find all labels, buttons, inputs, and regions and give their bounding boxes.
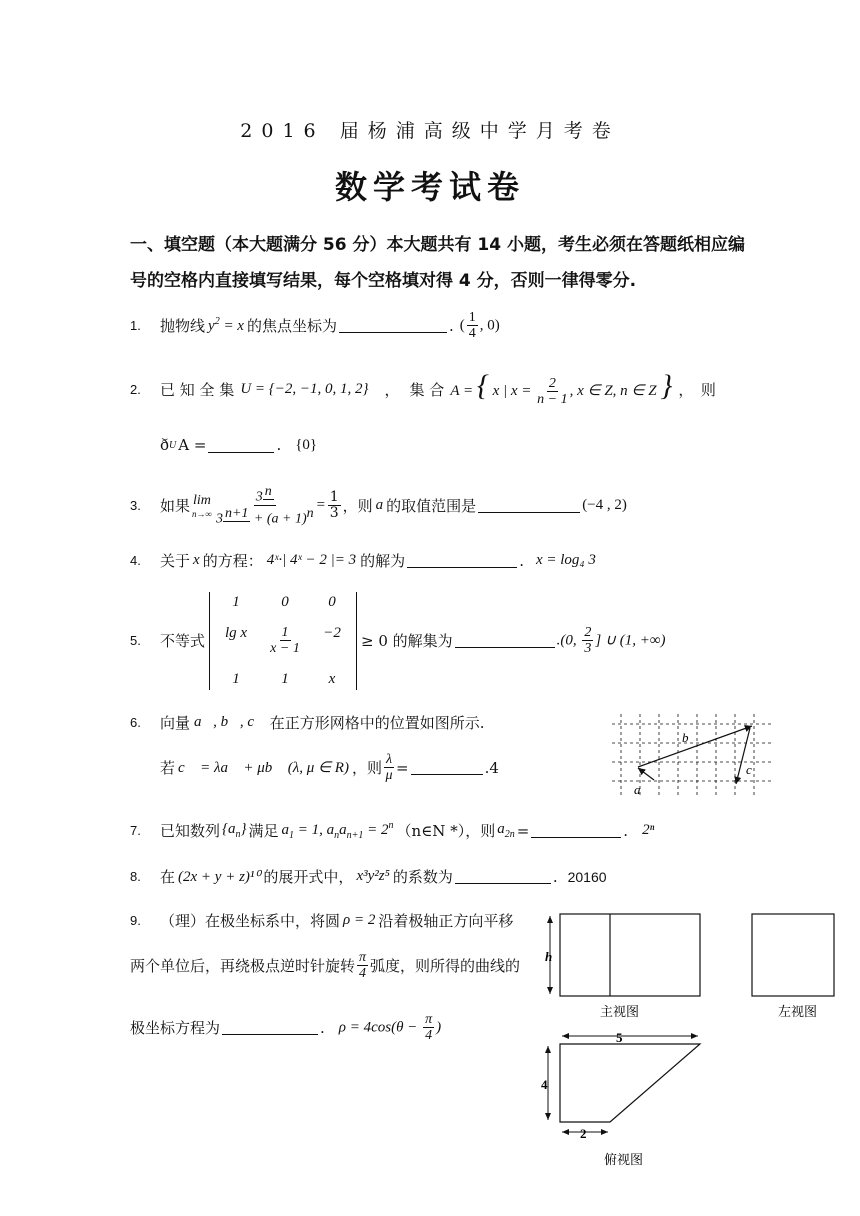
question-9-line3: 极坐标方程为 . ρ = 4cos(θ − $\frac{\pi}{4}$ ) — [130, 1012, 442, 1044]
question-number: 3. — [130, 498, 141, 514]
question-3: 3. 如果 lim n→∞ $\frac{3 n}{3 n+1 + (a + 1)n}$ = $\frac{1}{3}$ ，则 a 的取值范围是 (−4 , 2) — [130, 484, 627, 527]
three-view-figure — [538, 906, 838, 1176]
q4-pre: 关于 — [160, 552, 191, 570]
q3-mid: ，则 — [342, 497, 373, 516]
question-6: 6. 向量 a⃗, b⃗, c⃗ 在正方形网格中的位置如图所示. — [130, 714, 485, 732]
q9-line3: 极坐标方程为 — [130, 1019, 221, 1038]
vector-b-label: b⃗ — [682, 730, 699, 745]
q8-expression: (2x + y + z)¹⁰ — [178, 869, 261, 885]
answer-blank[interactable] — [478, 498, 580, 513]
complement-symbol: ð — [160, 436, 170, 454]
q4-mid2: 的解为 — [360, 552, 406, 570]
q1-pre: 抛物线 — [160, 317, 206, 336]
top-view-label: 俯视图 — [604, 1153, 644, 1168]
q6-answer: .4 — [484, 758, 499, 777]
q8-answer: 20160 — [567, 868, 607, 885]
q6-pre: 向量 — [160, 714, 191, 732]
q1-mid: 的焦点坐标为 — [246, 317, 337, 336]
question-1: 1. 抛物线 $y^2 = x$ 的焦点坐标为 . ( $\frac{1}{4}$ , 0) — [130, 310, 500, 342]
q9-circle-eq: ρ = 2 — [343, 912, 376, 928]
question-number: 1. — [130, 318, 141, 334]
side-view-label: 左视图 — [778, 1005, 818, 1020]
front-view-label: 主视图 — [600, 1005, 640, 1020]
q9-line1: （理）在极坐标系中，将圆 — [160, 912, 341, 930]
q2-pre: 已 知 全 集 — [160, 381, 235, 400]
question-number: 9. — [130, 913, 141, 928]
question-number: 8. — [130, 869, 141, 884]
question-2-line2: ð U A = . {0} — [160, 436, 318, 454]
answer-blank[interactable] — [407, 553, 517, 568]
q4-mid: 的方程： — [202, 552, 263, 570]
answer-blank[interactable] — [208, 438, 274, 453]
q1-answer: ( $\frac{1}{4}$ , 0) — [459, 310, 500, 342]
q8-pre: 在 — [160, 868, 176, 886]
q3-mid2: 的取值范围是 — [386, 497, 477, 516]
q8-mid: 的展开式中， — [263, 868, 354, 886]
answer-blank[interactable] — [531, 823, 621, 838]
q4-equation: 4ˣ·| 4ˣ − 2 |= 3 — [266, 552, 357, 568]
question-number: 4. — [130, 553, 141, 568]
answer-blank[interactable] — [339, 318, 447, 333]
page-title: 数学考试卷 — [334, 168, 525, 206]
q9-answer: ρ = 4cos(θ − $\frac{\pi}{4}$ ) — [338, 1012, 442, 1044]
question-number: 6. — [130, 715, 141, 730]
q8-mid2: 的系数为 — [392, 868, 453, 886]
vector-c-label: c⃗ — [746, 762, 762, 777]
q6-eq-sign: = — [396, 758, 409, 777]
q5-mid: ≥ 0 的解集为 — [361, 632, 453, 651]
school-title: 2016 届杨浦高级中学月考卷 — [240, 120, 620, 142]
question-number: 2. — [130, 382, 141, 398]
q5-pre: 不等式 — [160, 632, 206, 651]
question-4: 4. 关于 x 的方程： 4ˣ·| 4ˣ − 2 |= 3 的解为 . x = log₄ 3 — [130, 551, 596, 570]
q9-line2a: 两个单位后，再绕极点逆时针旋转 — [130, 957, 356, 976]
q7-eq-sign: = — [516, 821, 530, 840]
q9-line2b: 弧度，则所得的曲线的 — [370, 957, 521, 976]
question-9-line2: 两个单位后，再绕极点逆时针旋转 $\frac{\pi}{4}$ 弧度，则所得的曲线的 — [130, 950, 521, 982]
q7-condition: （n∈N *），则 — [396, 822, 496, 840]
q5-answer: .(0, $\frac{2}{3}$ ] ∪ (1, +∞) — [556, 625, 666, 657]
question-number: 7. — [130, 823, 141, 838]
question-2: 2. 已 知 全 集 U = {−2, −1, 0, 1, 2} ， 集 合 A = { x | x = $\frac{2}{n - 1}$ , x ∈ Z, n ∈ Z } ， 则 — [130, 369, 716, 408]
answer-blank[interactable] — [455, 633, 555, 648]
q8-term: x³y²z⁵ — [356, 868, 390, 884]
q6-line2-pre: 若 — [160, 759, 176, 778]
section-intro-line1: 一、填空题（本大题满分 56 分）本大题共有 14 小题，考生必须在答题纸相应编 — [130, 235, 745, 255]
answer-blank[interactable] — [411, 760, 483, 775]
q2-line2-mid: A = — [178, 436, 207, 454]
q3-answer: (−4 , 2) — [582, 497, 627, 514]
question-8: 8. 在 (2x + y + z)¹⁰ 的展开式中， x³y²z⁵ 的系数为 . 20160 — [130, 867, 607, 886]
question-7: 7. 已知数列 $\{a_n\}$ 满足 $a_1 = 1$, $a_na_{n+1} = 2^n$ （n∈N *），则 $a_{2n}$ = . 2ⁿ — [130, 820, 655, 841]
question-9-line1 — [130, 910, 513, 931]
q2-end: ， 则 — [678, 381, 716, 400]
q6-equation: c⃗ = λa⃗ + μb⃗ (λ, μ ∈ R) — [178, 760, 349, 777]
dim-h-label: h — [545, 949, 553, 964]
q6-mid: 在正方形网格中的位置如图所示. — [269, 714, 485, 732]
dim-5-label: 5 — [616, 1030, 623, 1045]
answer-blank[interactable] — [455, 869, 551, 884]
q2-mid: 集 合 — [409, 381, 445, 400]
q7-answer: 2ⁿ — [642, 822, 655, 838]
q7-mid: 满足 — [248, 822, 279, 840]
dim-2-label: 2 — [580, 1126, 587, 1141]
question-number: 5. — [130, 633, 141, 649]
determinant: 1 0 0 lg x $\frac{1}{x - 1}$ −2 1 1 x — [209, 592, 357, 690]
question-5 — [130, 592, 666, 690]
question-6-line2: 若 c⃗ = λa⃗ + μb⃗ (λ, μ ∈ R) ，则 $\frac{\lambda}{\mu}$ = .4 — [160, 752, 499, 784]
answer-blank[interactable] — [222, 1020, 318, 1035]
vector-grid-figure — [608, 712, 778, 802]
q4-answer: x = log₄ 3 — [535, 552, 596, 568]
q7-pre: 已知数列 — [160, 822, 221, 840]
vector-a-label: a⃗ — [634, 782, 651, 797]
dim-4-label: 4 — [541, 1077, 548, 1092]
q9-line1b: 沿着极轴正方向平移 — [378, 912, 514, 930]
section-intro-line2: 号的空格内直接填写结果，每个空格填对得 4 分，否则一律得零分. — [130, 271, 637, 291]
q2-answer: {0} — [295, 436, 318, 453]
q6-line2-mid: ，则 — [351, 759, 382, 778]
q3-pre: 如果 — [160, 497, 191, 516]
